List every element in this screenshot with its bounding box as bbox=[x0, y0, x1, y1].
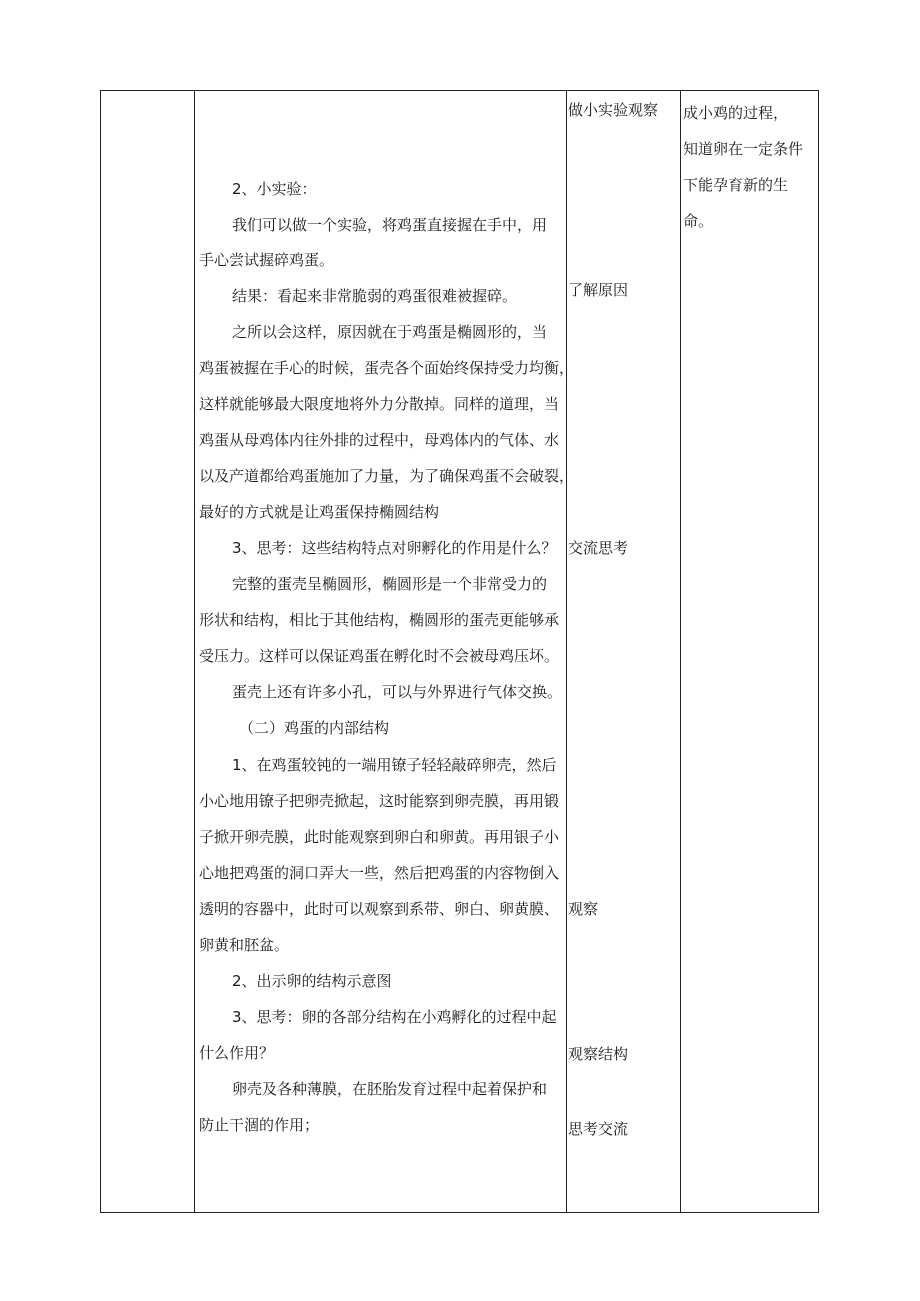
section-cell bbox=[101, 91, 194, 1212]
text-line: 下能孕育新的生 bbox=[683, 176, 789, 194]
text-line: 3、思考：这些结构特点对卵孵化的作用是什么？ bbox=[232, 539, 557, 557]
text-line: 结果：看起来非常脆弱的鸡蛋很难被握碎。 bbox=[232, 287, 518, 305]
lesson-table bbox=[100, 90, 819, 1213]
text-line: 小心地用镣子把卵壳掀起，这时能察到卵壳膜，再用锻 bbox=[199, 792, 560, 810]
text-line: 命。 bbox=[683, 212, 714, 230]
text-line: 思考交流 bbox=[568, 1120, 629, 1138]
text-line: 这样就能够最大限度地将外力分散掉。同样的道理，当 bbox=[199, 395, 560, 413]
text-line: 观察结构 bbox=[568, 1045, 629, 1063]
section-heading: （二）鸡蛋的内部结构 bbox=[239, 719, 390, 737]
text-line: 成小鸡的过程， bbox=[683, 104, 789, 122]
text-line: 做小实验观察 bbox=[568, 101, 659, 119]
text-line: 2、小实验： bbox=[232, 180, 317, 198]
text-line: 知道卵在一定条件 bbox=[683, 140, 804, 158]
text-line: 子掀开卵壳膜，此时能观察到卵白和卵黄。再用银子小 bbox=[199, 828, 560, 846]
text-line: 3、思考：卵的各部分结构在小鸡孵化的过程中起 bbox=[232, 1008, 557, 1026]
text-line: 手心尝试握碎鸡蛋。 bbox=[199, 251, 335, 269]
text-line: 防止干涸的作用； bbox=[199, 1116, 320, 1134]
text-line: 鸡蛋从母鸡体内往外排的过程中，母鸡体内的气体、水 bbox=[199, 431, 560, 449]
text-line: 交流思考 bbox=[568, 539, 629, 557]
text-line: 鸡蛋被握在手心的时候，蛋壳各个面始终保持受力均衡， bbox=[199, 359, 575, 377]
student-activity-cell bbox=[567, 91, 680, 1212]
text-line: 了解原因 bbox=[568, 281, 629, 299]
text-line: 透明的容器中，此时可以观察到系带、卵白、卵黄膜、 bbox=[199, 900, 560, 918]
text-line: 卵黄和胚盆。 bbox=[199, 936, 290, 954]
text-line: 最好的方式就是让鸡蛋保持椭圆结构 bbox=[199, 503, 440, 521]
text-line: 观察 bbox=[568, 900, 599, 918]
text-line: 卵壳及各种薄膜，在胚胎发育过程中起着保护和 bbox=[232, 1080, 548, 1098]
text-line: 之所以会这样，原因就在于鸡蛋是椭圆形的，当 bbox=[232, 323, 548, 341]
text-line: 2、出示卵的结构示意图 bbox=[232, 972, 392, 990]
goal-cell bbox=[681, 91, 818, 1212]
text-line: 完整的蛋壳呈椭圆形，椭圆形是一个非常受力的 bbox=[232, 575, 548, 593]
text-line: 我们可以做一个实验，将鸡蛋直接握在手中，用 bbox=[232, 216, 548, 234]
text-line: 1、在鸡蛋较钝的一端用镣子轻轻敲碎卵壳，然后 bbox=[232, 756, 557, 774]
text-line: 形状和结构，相比于其他结构，椭圆形的蛋壳更能够承 bbox=[199, 611, 560, 629]
text-line: 以及产道都给鸡蛋施加了力量，为了确保鸡蛋不会破裂， bbox=[199, 467, 575, 485]
text-line: 受压力。这样可以保证鸡蛋在孵化时不会被母鸡压坏。 bbox=[199, 647, 560, 665]
text-line: 蛋壳上还有许多小孔，可以与外界进行气体交换。 bbox=[232, 683, 563, 701]
teacher-activity-cell bbox=[195, 91, 575, 1212]
text-line: 心地把鸡蛋的洞口弄大一些，然后把鸡蛋的内容物倒入 bbox=[199, 864, 560, 882]
text-line: 什么作用？ bbox=[199, 1044, 275, 1062]
